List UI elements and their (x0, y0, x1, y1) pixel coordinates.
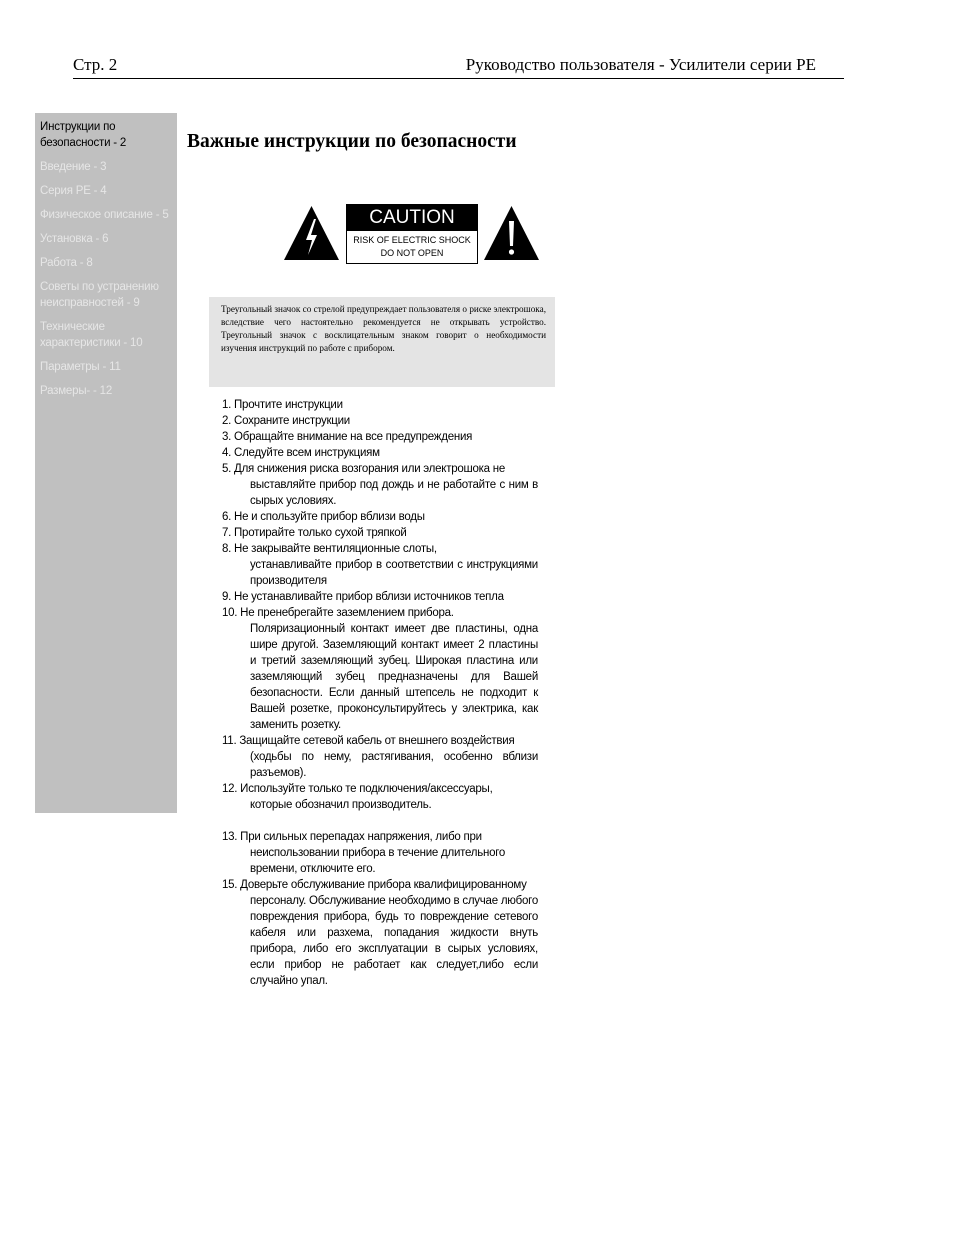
item-continuation: выставляйте прибор под дождь и не работайте с ним в сырых условиях. (250, 479, 538, 507)
toc-item-install[interactable] (40, 231, 177, 247)
item-text: 12. Используйте только те подключения/аксессуары, (222, 783, 493, 795)
instructions-list (222, 397, 538, 989)
toc-item-label: Работа - 8 (40, 257, 93, 269)
toc-item-label: Физическое описание - 5 (40, 209, 169, 221)
toc-item-label: Введение - 3 (40, 161, 107, 173)
list-item (222, 445, 538, 461)
toc-item-operation[interactable] (40, 255, 177, 271)
toc-item-physical[interactable] (40, 207, 177, 223)
item-text: 9. Не устанавливайте прибор вблизи источников тепла (222, 591, 504, 603)
caution-text-line2: DO NOT OPEN (380, 248, 444, 258)
list-item (222, 461, 538, 509)
toc-item-intro[interactable] (40, 159, 177, 175)
item-continuation: неиспользовании прибора в течение длительного времени, отключите его. (250, 847, 506, 875)
list-item (222, 733, 538, 781)
sidebar-toc (35, 113, 177, 813)
toc-item-dimensions[interactable] (40, 383, 177, 399)
item-text: 4. Следуйте всем инструкциям (222, 447, 380, 459)
list-item (222, 525, 538, 541)
lightning-warning-icon (283, 205, 340, 261)
toc-item-label: Инструкции по (40, 121, 116, 133)
toc-item-pe-series[interactable] (40, 183, 177, 199)
toc-item-label: Параметры - 11 (40, 361, 121, 373)
toc-item-label: Серия PE - 4 (40, 185, 107, 197)
page-number: Стр. 2 (73, 55, 118, 74)
item-continuation: устанавливайте прибор в соответствии с инструкциями производителя (250, 559, 538, 587)
item-text: 2. Сохраните инструкции (222, 415, 350, 427)
caution-graphic (283, 202, 541, 264)
item-text: 6. Не и спользуйте прибор вблизи воды (222, 511, 425, 523)
item-text: 7. Протирайте только сухой тряпкой (222, 527, 407, 539)
document-title: Руководство пользователя - Усилители серии PE (465, 55, 816, 74)
item-text: 11. Защищайте сетевой кабель от внешнего воздействия (222, 735, 515, 747)
page-header (73, 55, 844, 79)
item-continuation: (ходьбы по нему, растягивания, особенно вблизи разъемов). (250, 751, 538, 779)
item-continuation: персоналу. Обслуживание необходимо в случае любого повреждения прибора, будь то повреждение сетевого кабеля или разхема, попадания жидкости внуть прибора, либо его эксплуатации в сырых условиях, если прибор не работает как следует,либо если случайно упал. (250, 895, 538, 987)
list-item (222, 429, 538, 445)
list-item (222, 589, 538, 605)
list-item (222, 605, 538, 733)
toc-item-label: характеристики - 10 (40, 337, 143, 349)
toc-item-specs[interactable] (40, 319, 177, 351)
toc-item-troubleshooting[interactable] (40, 279, 177, 311)
item-text: 10. Не пренебрегайте заземлением прибора. (222, 607, 454, 619)
toc-item-safety[interactable] (40, 119, 177, 151)
list-item (222, 397, 538, 413)
notice-text: Треугольный значок со стрелой предупреждает пользователя о риске электрошока, вследствие чего настоятельно рекомендуется не открывать устройство. Треугольный значок с восклицательным знаком говорит о необходимости изучения инструкций по работе с прибором. (221, 304, 546, 353)
item-continuation: которые обозначил производитель. (250, 799, 432, 811)
exclamation-warning-icon (483, 205, 540, 261)
toc-item-label: Размеры- - 12 (40, 385, 113, 397)
toc-item-parameters[interactable] (40, 359, 177, 375)
list-item (222, 509, 538, 525)
caution-label-box (346, 204, 478, 264)
toc-item-label: неисправностей - 9 (40, 297, 140, 309)
item-text: 3. Обращайте внимание на все предупреждения (222, 431, 473, 443)
item-text: 5. Для снижения риска возгорания или электрошока не (222, 463, 505, 475)
toc-item-label: безопасности - 2 (40, 137, 127, 149)
list-item (222, 829, 538, 877)
item-text: 1. Прочтите инструкции (222, 399, 343, 411)
list-item (222, 877, 538, 989)
caution-word: CAUTION (347, 205, 477, 231)
list-item (222, 413, 538, 429)
item-text: 15. Доверьте обслуживание прибора квалифицированному (222, 879, 527, 891)
item-text: 8. Не закрывайте вентиляционные слоты, (222, 543, 437, 555)
caution-text-line1: RISK OF ELECTRIC SHOCK (353, 235, 471, 245)
toc-item-label: Советы по устранению (40, 281, 159, 293)
item-text: 13. При сильных перепадах напряжения, либо при (222, 831, 482, 843)
section-title: Важные инструкции по безопасности (187, 131, 517, 152)
notice-box (209, 297, 555, 387)
list-spacer (222, 813, 538, 829)
toc-item-label: Технические (40, 321, 105, 333)
list-item (222, 781, 538, 813)
list-item (222, 541, 538, 589)
item-continuation: Поляризационный контакт имеет две пластины, одна шире другой. Заземляющий контакт имеет 2 пластины и третий заземляющий зубец. Широкая пластина или заземляющий зубец предназначены для Вашей безопасности. Если данный штепсель не подходит к Вашей розетке, проконсультируйтесь у электрика, как заменить розетку. (250, 623, 538, 731)
toc-item-label: Установка - 6 (40, 233, 109, 245)
